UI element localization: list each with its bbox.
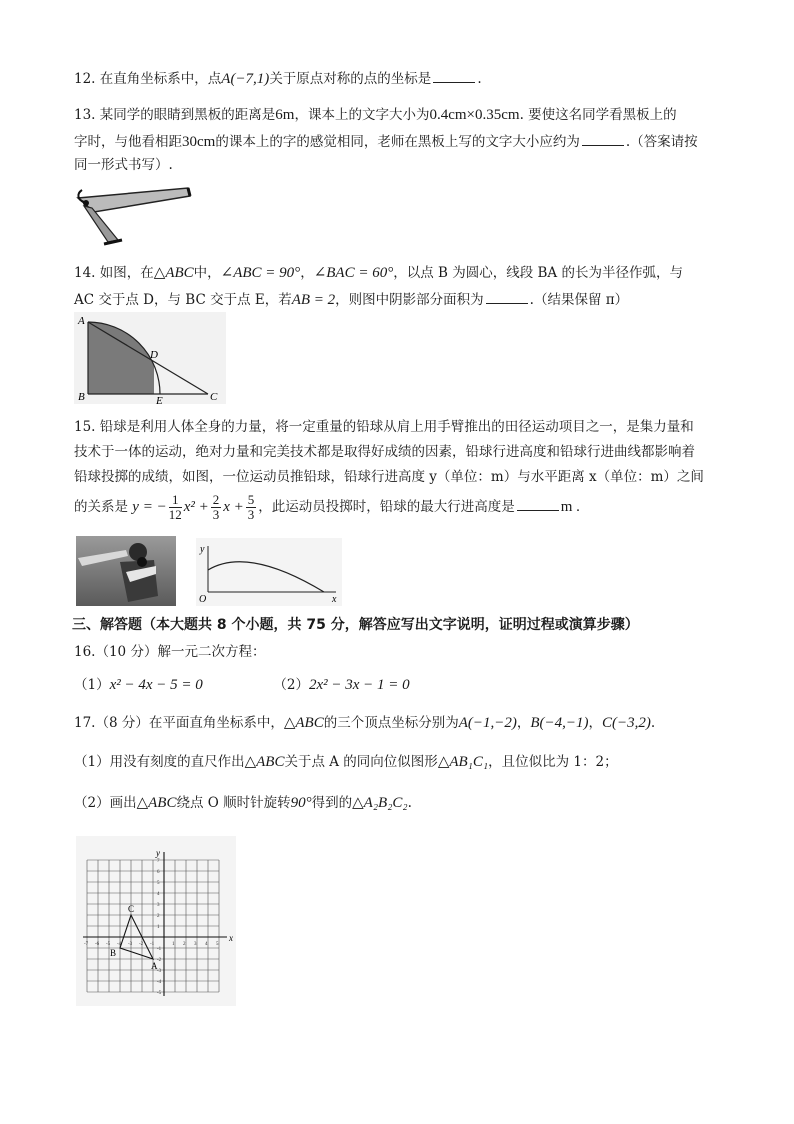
y-tick-label: 2 (157, 914, 160, 919)
y-tick-label: -5 (157, 991, 162, 996)
q13-eye (83, 200, 89, 206)
q13-answer-blank (582, 131, 624, 146)
q12-text-post: 关于原点对称的点的坐标是 (269, 71, 432, 87)
q14-comma: ， (300, 265, 314, 281)
q16-p1-equation: x² − 4x − 5 = 0 (109, 677, 203, 693)
q15-line2 (74, 442, 695, 462)
q13-text-a: 某同学的眼睛到黑板的距离是 (99, 107, 276, 123)
q15-frac3-num: 5 (247, 492, 255, 507)
q17-p2-end: . (407, 795, 412, 811)
q13-text-e: 的课本上的字的感觉相同，老师在黑板上写的文字大小应约为 (215, 134, 580, 150)
q13-board (188, 188, 190, 196)
x-tick-label: 3 (194, 942, 197, 947)
q15-frac2 (211, 493, 222, 522)
q17-p1-triangle: △ABC (244, 754, 285, 770)
q14-label-e: E (156, 395, 163, 404)
q17-triangle: △ABC (283, 715, 324, 731)
q15-frac1-num: 1 (169, 493, 182, 508)
y-tick-label: -2 (157, 958, 162, 963)
y-tick-label: -1 (157, 947, 162, 952)
q14-label-a: A (78, 315, 85, 327)
q15-number: 15. (74, 419, 96, 435)
q17-p2-text-b: 绕点 O 顺时针旋转 (176, 795, 291, 811)
q17-grid-bg (76, 836, 236, 1006)
x-tick-label: -5 (106, 942, 111, 947)
q17-p2-text-c: 得到的 (311, 795, 353, 811)
x-tick-label: -2 (139, 942, 144, 947)
section3-title: 三、解答题（本大题共 8 个小题，共 75 分，解答应写出文字说明，证明过程或演算步骤） (72, 617, 639, 633)
q13-figure (74, 182, 194, 250)
q15-text-1: 铅球是利用人体全身的力量，将一定重量的铅球从肩上用手臂推出的田径运动项目之一，是集力量和 (99, 419, 694, 435)
q13-text-g: 同一形式书写）. (74, 157, 173, 173)
q17-p1-image-triangle: △AB₁C₁ (437, 754, 489, 770)
q15-unit: m . (560, 499, 580, 515)
vertex-label-b: B (110, 948, 117, 958)
x-axis-label: x (229, 933, 233, 943)
q12-point: A(−7,1) (221, 71, 270, 87)
q16-parts (74, 675, 410, 695)
y-axis-label: y (156, 848, 160, 858)
q15-answer-blank (517, 496, 559, 511)
x-tick-label: 5 (216, 942, 219, 947)
q13-book-dist: 30cm (182, 134, 216, 150)
q15-line4 (74, 492, 580, 522)
y-tick-label: 5 (157, 881, 160, 886)
q16-p2-label: （2） (273, 677, 309, 693)
q13-line1 (74, 105, 677, 125)
q17-p2-text-a: （2）画出 (74, 795, 137, 811)
q15-frac1 (169, 493, 182, 522)
q15-text-4b: ，此运动员投掷时，铅球的最大行进高度是 (258, 499, 515, 515)
y-tick-label: -3 (157, 969, 162, 974)
q14-label-b: B (78, 391, 85, 403)
q14-triangle: △ABC (153, 265, 194, 281)
q17-end: . (650, 715, 656, 731)
q15-frac3 (246, 493, 257, 522)
q14-text-f: .（结果保留 π） (529, 292, 629, 308)
q15-frac2-num: 2 (212, 492, 220, 507)
q14-line2 (74, 289, 628, 310)
q17-p2-triangle: △ABC (136, 795, 177, 811)
q17-coord-b: B(−4,−1) (530, 715, 589, 731)
q14-number: 14. (74, 265, 96, 281)
q16-p1-label: （1） (74, 677, 110, 693)
q12-answer-blank (433, 68, 475, 83)
q17-sep-2: ， (588, 715, 603, 731)
q17-text-b: 的三个顶点坐标分别为 (323, 715, 459, 731)
q15-x2-term: x² + (183, 499, 209, 515)
q13-number: 13. (74, 107, 96, 123)
q17-p1-text-b: 关于点 A 的同向位似图形 (284, 754, 438, 770)
x-tick-label: 4 (205, 942, 208, 947)
q14-text-e: ，则图中阴影部分面积为 (335, 292, 484, 308)
q17-text-a: 17.（8 分）在平面直角坐标系中， (74, 715, 284, 731)
y-tick-label: -4 (157, 980, 162, 985)
x-tick-label: 2 (183, 942, 186, 947)
q15-athlete-photo (76, 536, 176, 606)
q14-angle2: ∠BAC = 60° (313, 265, 394, 281)
q15-frac2-den: 3 (212, 507, 220, 522)
q15-x-term: x + (223, 499, 244, 515)
q14-ab: AB = 2 (291, 292, 336, 308)
vertex-label-c: C (128, 904, 135, 914)
y-tick-label: 4 (157, 892, 160, 897)
q15-graph-origin: O (199, 594, 207, 605)
q15-frac1-den: 12 (168, 507, 182, 522)
q16-p2-equation: 2x² − 3x − 1 = 0 (308, 677, 410, 693)
q15-graph-x-label: x (332, 594, 337, 605)
q15-text-2: 技术于一体的运动，绝对力量和完美技术都是取得好成绩的因素，铅球行进高度和铅球行进曲线都影响着 (74, 444, 695, 460)
x-tick-label: -4 (117, 942, 122, 947)
q17-part1 (74, 752, 618, 772)
q15-line3 (74, 467, 704, 487)
q13-text-f: .（答案请按 (625, 134, 698, 150)
q17-coord-c: C(−3,2) (602, 715, 651, 731)
q14-label-d: D (150, 349, 158, 361)
q14-text-a: 如图，在 (99, 265, 154, 281)
q14-angle1: ∠ABC = 90° (220, 265, 301, 281)
q17-head (74, 713, 655, 733)
q13-text-d: 字时，与他看相距 (74, 134, 182, 150)
q13-text-c: . 要使这名同学看黑板上的 (519, 107, 677, 123)
q15-shot-put (137, 557, 147, 567)
q17-part2 (74, 793, 412, 813)
q15-graph (196, 538, 342, 606)
q17-grid-figure (76, 836, 236, 1006)
q14-answer-blank (486, 289, 528, 304)
q17-sep-1: ， (516, 715, 531, 731)
q13-size: 0.4cm×0.35cm (429, 107, 520, 123)
q12-line (74, 68, 482, 89)
y-tick-label: 3 (157, 903, 160, 908)
q17-p1-text-c: ，且位似比为 1：2； (488, 754, 618, 770)
q17-p2-angle: 90° (290, 795, 312, 811)
q13-sightline-upper (78, 188, 190, 212)
q15-text-3: 铅球投掷的成绩，如图，一位运动员推铅球，铅球行进高度 y（单位：m）与水平距离 x（单位：m）之间 (74, 469, 704, 485)
x-tick-label: -7 (84, 942, 89, 947)
q12-text-pre: 在直角坐标系中，点 (99, 71, 222, 87)
q16-head: 16.（10 分）解一元二次方程： (74, 644, 266, 660)
q12-end: . (477, 71, 482, 87)
x-tick-label: -1 (150, 942, 155, 947)
y-tick-label: 1 (157, 925, 160, 930)
y-tick-label: 6 (157, 870, 160, 875)
q15-graph-y-label: y (200, 544, 205, 555)
q14-text-d: AC 交于点 D，与 BC 交于点 E，若 (74, 292, 292, 308)
vertex-label-a: A (151, 961, 158, 971)
q13-line3 (74, 155, 173, 175)
q13-text-b: ，课本上的文字大小为 (294, 107, 430, 123)
q14-line1 (74, 263, 683, 283)
q15-text-4a: 的关系是 (74, 499, 128, 515)
q14-figure (74, 312, 226, 404)
q13-dist: 6m (275, 107, 295, 123)
y-tick-label: 7 (157, 859, 160, 864)
q12-number: 12. (74, 71, 96, 87)
x-tick-label: -6 (95, 942, 100, 947)
q15-y-eq: y = − (132, 499, 167, 515)
q15-line1 (74, 417, 694, 437)
x-tick-label: 1 (172, 942, 175, 947)
q17-p2-image-triangle: △A₂B₂C₂ (352, 795, 408, 811)
q13-line2 (74, 131, 698, 152)
q17-coord-a: A(−1,−2) (458, 715, 517, 731)
q15-frac3-den: 3 (247, 507, 255, 522)
q14-text-c: ，以点 B 为圆心，线段 BA 的长为半径作弧，与 (393, 265, 683, 281)
q15-graph-bg (196, 538, 342, 606)
q17-p1-text-a: （1）用没有刻度的直尺作出 (74, 754, 245, 770)
q14-label-c: C (210, 391, 218, 403)
q14-text-b: 中， (193, 265, 221, 281)
x-tick-label: -3 (128, 942, 133, 947)
